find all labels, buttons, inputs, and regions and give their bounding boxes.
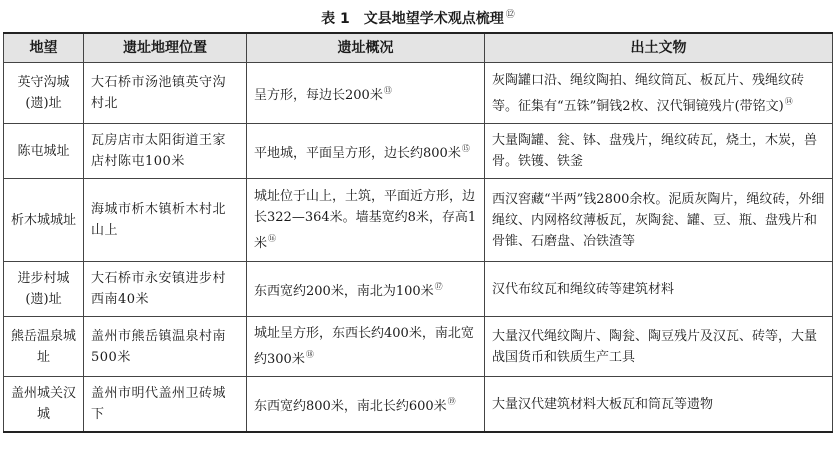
- site-location: 盖州市熊岳镇温泉村南500米: [84, 317, 247, 377]
- site-table: [3, 32, 833, 433]
- overview-text: 城址位于山上，土筑，平面近方形，边长322—364米。墙基宽约8米，存高1米: [254, 189, 477, 251]
- overview-text: 城址呈方形，东西长约400米，南北宽约300米: [254, 326, 474, 367]
- finds-text: 大量汉代绳纹陶片、陶瓮、陶豆残片及汉瓦、砖等，大量战国货币和铁质生产工具: [492, 328, 818, 365]
- finds-text: 大量陶罐、瓮、钵、盘残片，绳纹砖瓦，烧土，木炭，兽骨。铁镬、铁釜: [492, 133, 818, 169]
- header-name: 地望: [4, 33, 84, 63]
- finds-text: 大量汉代建筑材料大板瓦和筒瓦等遗物: [492, 396, 714, 412]
- site-location: 大石桥市汤池镇英守沟村北: [84, 63, 247, 124]
- footnote-marker: ⑭: [784, 96, 793, 106]
- footnote-marker: ⑱: [305, 350, 314, 359]
- site-overview: [247, 262, 485, 317]
- site-finds: [485, 124, 833, 179]
- site-name: 进步村城(遗)址: [4, 262, 84, 317]
- finds-text: 汉代布纹瓦和绳纹砖等建筑材料: [492, 281, 675, 297]
- caption-footnote-marker: ⑫: [505, 10, 515, 20]
- header-location: 遗址地理位置: [84, 33, 247, 63]
- site-finds: [485, 63, 833, 124]
- table-caption: [0, 0, 836, 30]
- header-overview: 遗址概况: [247, 33, 485, 63]
- site-overview: [247, 377, 485, 433]
- finds-text: 西汉窖藏“半两”钱2800余枚。泥质灰陶片，绳纹砖，外细绳纹、内网格纹薄板瓦，灰陶瓮、罐、豆、瓶、盘残片和骨锥、石磨盘、冶铁渣等: [492, 191, 825, 249]
- overview-text: 东西宽约800米，南北长约600米: [254, 399, 447, 414]
- finds-text: 灰陶罐口沿、绳纹陶拍、绳纹筒瓦、板瓦片、残绳纹砖等。征集有“五铢”铜钱2枚、汉代铜镜残片(带铭文): [492, 72, 805, 114]
- site-location: 海城市析木镇析木村北山上: [84, 179, 247, 262]
- footnote-marker: ⑯: [268, 234, 277, 243]
- table-title: 文县地望学术观点梳理: [363, 11, 504, 27]
- site-location: 盖州市明代盖州卫砖城下: [84, 377, 247, 433]
- overview-text: 呈方形，每边长200米: [254, 88, 383, 103]
- table-row: [4, 317, 833, 377]
- site-overview: [247, 124, 485, 179]
- table-row: [4, 262, 833, 317]
- table-row: [4, 179, 833, 262]
- site-name: 析木城城址: [4, 179, 84, 262]
- site-overview: [247, 63, 485, 124]
- site-finds: [485, 179, 833, 262]
- footnote-marker: ⑬: [383, 86, 392, 95]
- site-finds: [485, 262, 833, 317]
- overview-text: 平地城，平面呈方形，边长约800米: [254, 146, 461, 161]
- table-row: [4, 63, 833, 124]
- footnote-marker: ⑲: [447, 397, 456, 406]
- site-name: 盖州城关汉城: [4, 377, 84, 433]
- site-overview: [247, 179, 485, 262]
- site-overview: [247, 317, 485, 377]
- footnote-marker: ⑰: [434, 282, 443, 291]
- header-finds: 出土文物: [485, 33, 833, 63]
- site-name: 英守沟城(遗)址: [4, 63, 84, 124]
- overview-text: 东西宽约200米，南北为100米: [254, 284, 434, 299]
- site-finds: [485, 377, 833, 433]
- table-number: 表 1: [321, 11, 350, 27]
- site-location: 瓦房店市太阳街道王家店村陈屯100米: [84, 124, 247, 179]
- footnote-marker: ⑮: [461, 144, 470, 153]
- site-name: 熊岳温泉城址: [4, 317, 84, 377]
- table-row: [4, 377, 833, 433]
- table-header-row: [4, 33, 833, 63]
- site-finds: [485, 317, 833, 377]
- site-name: 陈屯城址: [4, 124, 84, 179]
- table-row: [4, 124, 833, 179]
- site-location: 大石桥市永安镇进步村西南40米: [84, 262, 247, 317]
